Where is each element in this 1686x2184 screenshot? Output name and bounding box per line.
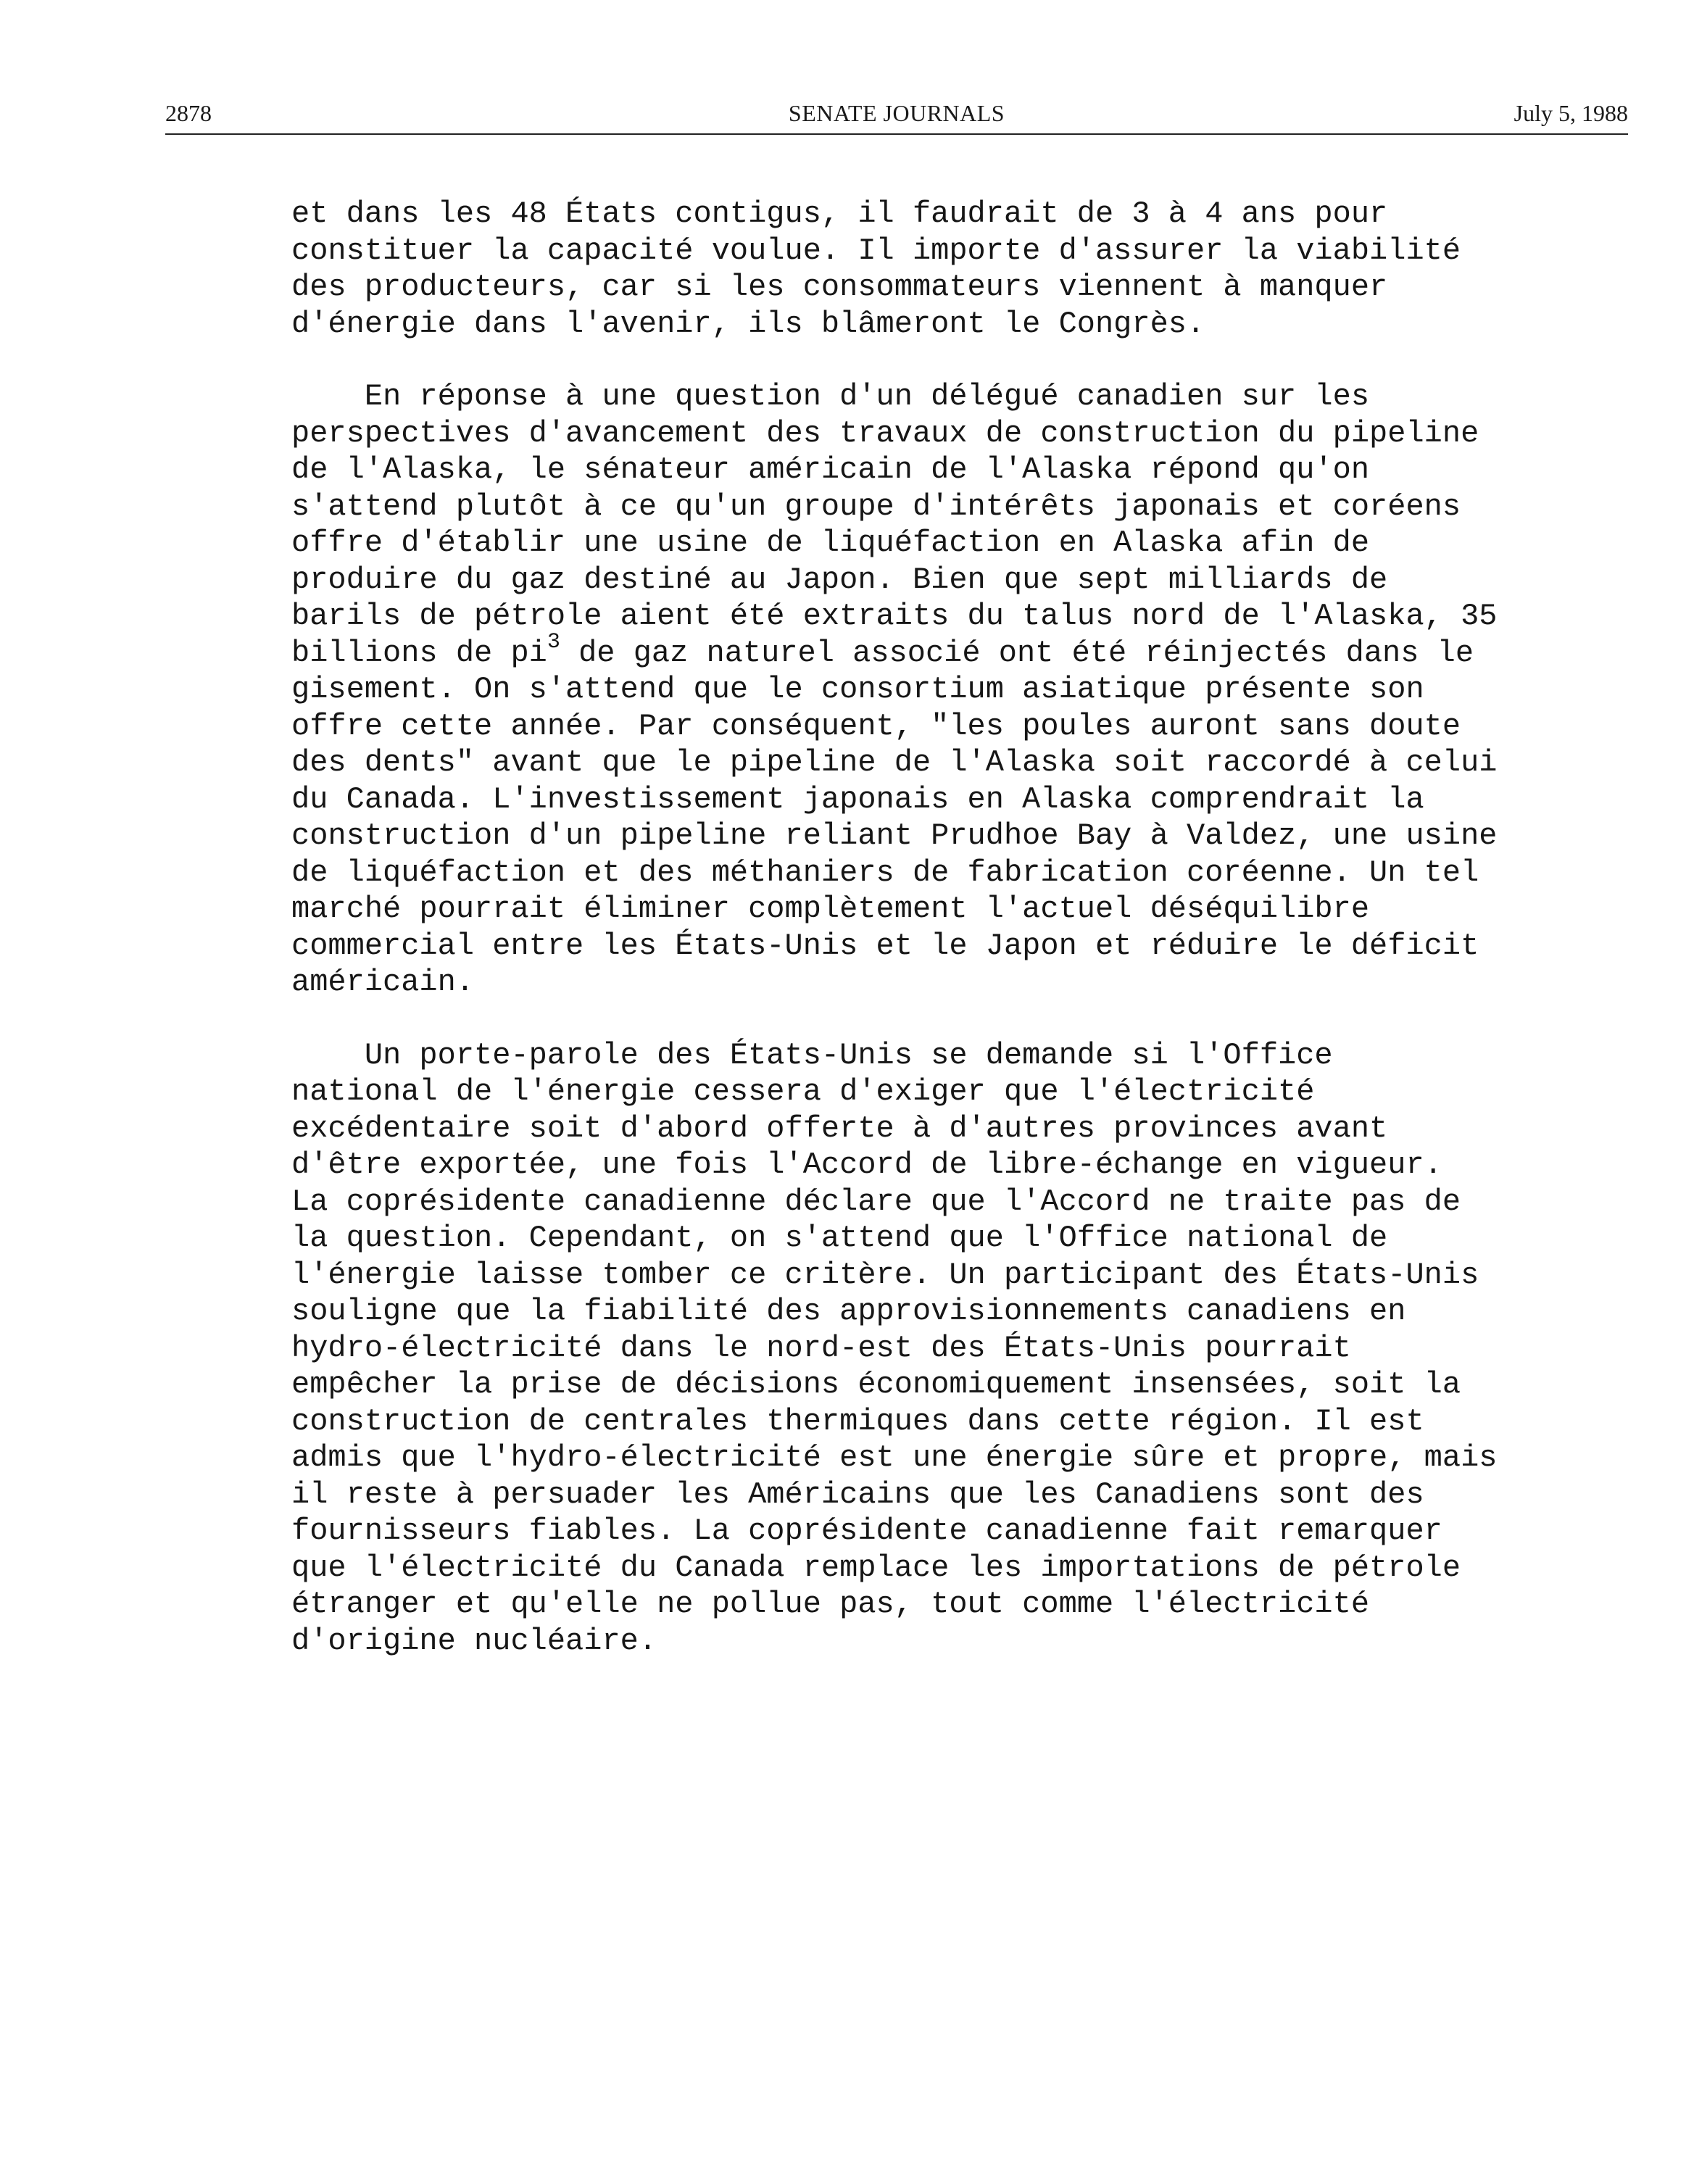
text-line: gisement. On s'attend que le consortium asiatique présente son (291, 672, 1424, 707)
text-line: il reste à persuader les Américains que les Canadiens sont des (291, 1477, 1424, 1512)
text-line: du Canada. L'investissement japonais en Alaska comprendrait la (291, 781, 1424, 817)
text-line: d'être exportée, une fois l'Accord de libre-échange en vigueur. (291, 1147, 1442, 1182)
page-number: 2878 (165, 100, 212, 126)
text-line: américain. (291, 965, 475, 1000)
text-line: de l'Alaska, le sénateur américain de l'Alaska répond qu'on (291, 452, 1370, 487)
text-run: billions de pi (291, 635, 547, 670)
text-line: offre d'établir une usine de liquéfaction en Alaska afin de (291, 526, 1370, 560)
text-line: s'attend plutôt à ce qu'un groupe d'intérêts japonais et coréens (291, 489, 1461, 524)
text-line: offre cette année. Par conséquent, "les poules auront sans doute (291, 708, 1461, 744)
text-run: de gaz naturel associé ont été réinjectés dans le (560, 635, 1474, 670)
text-line: admis que l'hydro-électricité est une énergie sûre et propre, mais (291, 1440, 1498, 1475)
text-line: excédentaire soit d'abord offerte à d'autres provinces avant (291, 1110, 1388, 1146)
paragraph (291, 196, 1524, 342)
text-line: barils de pétrole aient été extraits du talus nord de l'Alaska, 35 (291, 599, 1498, 634)
text-line: produire du gaz destiné au Japon. Bien que sept milliards de (291, 562, 1388, 597)
text-line: et dans les 48 États contigus, il faudrait de 3 à 4 ans pour (291, 196, 1388, 231)
text-line: de liquéfaction et des méthaniers de fabrication coréenne. Un tel (291, 855, 1479, 890)
text-line: commercial entre les États-Unis et le Japon et réduire le déficit (291, 928, 1479, 963)
text-line: construction de centrales thermiques dans cette région. Il est (291, 1403, 1424, 1439)
text-line: souligne que la fiabilité des approvisionnements canadiens en (291, 1294, 1406, 1329)
body-text (291, 196, 1524, 1695)
text-line: La coprésidente canadienne déclare que l'Accord ne traite pas de (291, 1184, 1461, 1219)
superscript-exponent: 3 (547, 629, 560, 655)
journal-date: July 5, 1988 (1513, 100, 1628, 126)
text-line: national de l'énergie cessera d'exiger que l'électricité (291, 1074, 1315, 1109)
text-line: que l'électricité du Canada remplace les importations de pétrole (291, 1550, 1461, 1585)
text-line: des producteurs, car si les consommateurs viennent à manquer (291, 270, 1388, 304)
text-line: des dents" avant que le pipeline de l'Alaska soit raccordé à celui (291, 745, 1498, 780)
text-line: empêcher la prise de décisions économiquement insensées, soit la (291, 1367, 1461, 1402)
text-line: d'énergie dans l'avenir, ils blâmeront le Congrès. (291, 306, 1205, 341)
running-header (165, 97, 1628, 135)
text-line: construction d'un pipeline reliant Prudhoe Bay à Valdez, une usine (291, 818, 1498, 853)
journal-title: SENATE JOURNALS (788, 100, 1005, 126)
paragraph (291, 378, 1524, 1001)
text-line: Un porte-parole des États-Unis se demande si l'Office (291, 1037, 1333, 1073)
text-line: constituer la capacité voulue. Il importe d'assurer la viabilité (291, 233, 1461, 268)
paragraph (291, 1037, 1524, 1660)
header-rule (165, 133, 1628, 135)
text-line: hydro-électricité dans le nord-est des États-Unis pourrait (291, 1330, 1351, 1366)
text-line: étranger et qu'elle ne pollue pas, tout comme l'électricité (291, 1587, 1370, 1622)
text-line: la question. Cependant, on s'attend que l'Office national de (291, 1221, 1388, 1255)
text-line: fournisseurs fiables. La coprésidente canadienne fait remarquer (291, 1514, 1442, 1548)
text-line: d'origine nucléaire. (291, 1623, 657, 1658)
text-line: perspectives d'avancement des travaux de construction du pipeline (291, 415, 1479, 451)
text-line: marché pourrait éliminer complètement l'actuel déséquilibre (291, 892, 1370, 926)
text-line (291, 629, 1524, 672)
text-line: l'énergie laisse tomber ce critère. Un participant des États-Unis (291, 1257, 1479, 1292)
text-line: En réponse à une question d'un délégué canadien sur les (291, 379, 1370, 414)
